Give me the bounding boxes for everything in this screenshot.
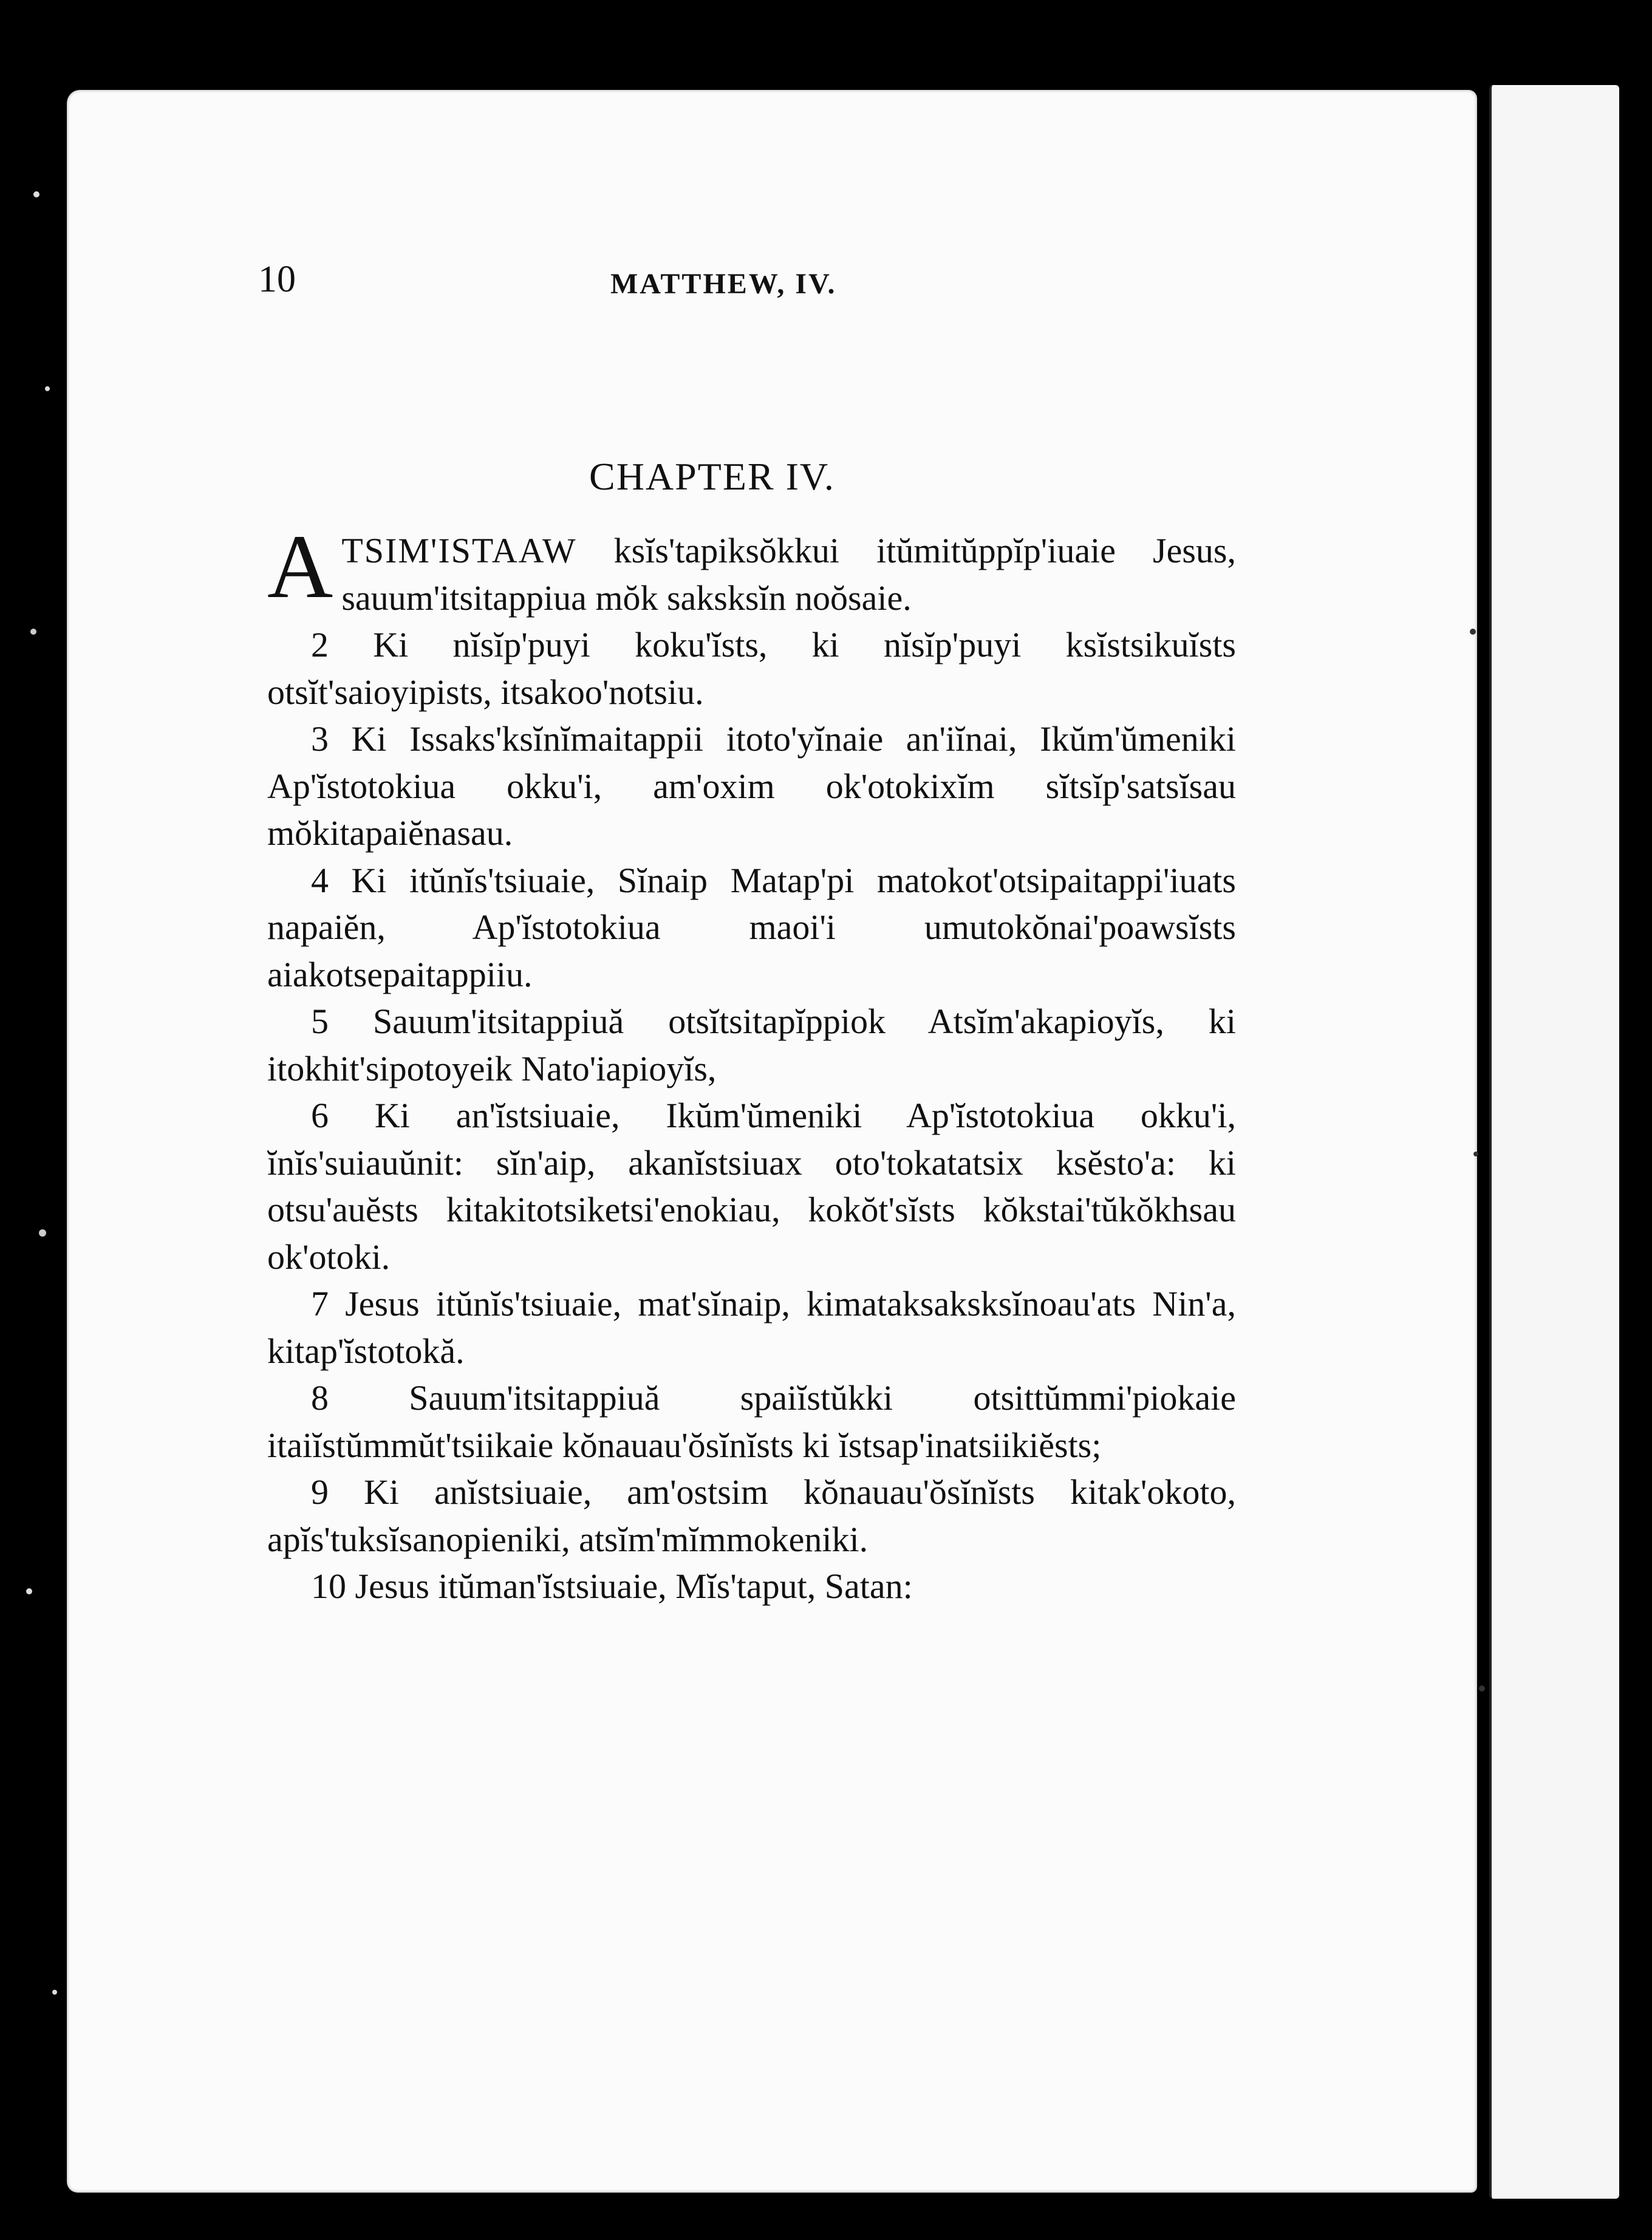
verse-1 — [267, 516, 1236, 621]
verse-4: 4 Ki itŭnĭs'tsiuaie, Sĭnaip Matap'pi matokot'otsipaitappi'iuats napaiĕn, Ap'ĭstotokiua maoi'i umutokŏnai'poawsĭsts aiakotsepaitappiiu. — [267, 860, 1236, 994]
verse-text: ksĭs'tapiksŏkkui itŭmitŭppĭp'iuaie Jesus, sauum'itsitappiua mŏk saksksĭn noŏsaie. — [341, 531, 1236, 618]
verse-6: 6 Ki an'ĭstsiuaie, Ikŭm'ŭmeniki Ap'ĭstotokiua okku'i, ĭnĭs'suiauŭnit: sĭn'aip, akanĭstsiuax oto'tokatatsix ksĕsto'a: ki otsu'auĕsts kitakitotsiketsi'enokiau, kokŏt'sĭsts kŏkstai'tŭkŏkhsau ok'otoki. — [267, 1096, 1236, 1277]
drop-cap: A — [267, 516, 333, 617]
verse-5: 5 Sauum'itsitappiuă otsĭtsitapĭppiok Atsĭm'akapioyĭs, ki itokhit'sipotoyeik Nato'iapioyĭs, — [267, 1002, 1236, 1088]
verse-2: 2 Ki nĭsĭp'puyi koku'ĭsts, ki nĭsĭp'puyi ksĭstsikuĭsts otsĭt'saioyipists, itsakoo'notsiu. — [267, 625, 1236, 712]
verse-lead-caps: TSIM'ISTAAW — [341, 531, 577, 570]
verse-3: 3 Ki Issaks'ksĭnĭmaitappii itoto'yĭnaie an'iĭnai, Ikŭm'ŭmeniki Ap'ĭstotokiua okku'i, am'oxim ok'otokixĭm sĭtsĭp'satsĭsau mŏkitapaiĕnasau. — [267, 719, 1236, 853]
verse-7: 7 Jesus itŭnĭs'tsiuaie, mat'sĭnaip, kimataksaksksĭnoau'ats Nin'a, kitap'ĭstotokă. — [267, 1284, 1236, 1371]
verse-9: 9 Ki anĭstsiuaie, am'ostsim kŏnauau'ŏsĭnĭsts kitak'okoto, apĭs'tuksĭsanopieniki, atsĭm'mĭmmokeniki. — [267, 1472, 1236, 1559]
chapter-heading: CHAPTER IV. — [589, 455, 835, 498]
running-title: MATTHEW, IV. — [610, 268, 837, 300]
chapter-text — [267, 516, 1236, 1610]
next-page-edge — [1489, 85, 1619, 2199]
page-number: 10 — [258, 259, 296, 300]
verse-8: 8 Sauum'itsitappiuă spaiĭstŭkki otsittŭmmi'piokaie itaiĭstŭmmŭt'tsiikaie kŏnauau'ŏsĭnĭsts ki ĭstsap'inatsiikiĕsts; — [267, 1378, 1236, 1465]
verse-10: 10 Jesus itŭman'ĭstsiuaie, Mĭs'taput, Satan: — [311, 1566, 913, 1606]
